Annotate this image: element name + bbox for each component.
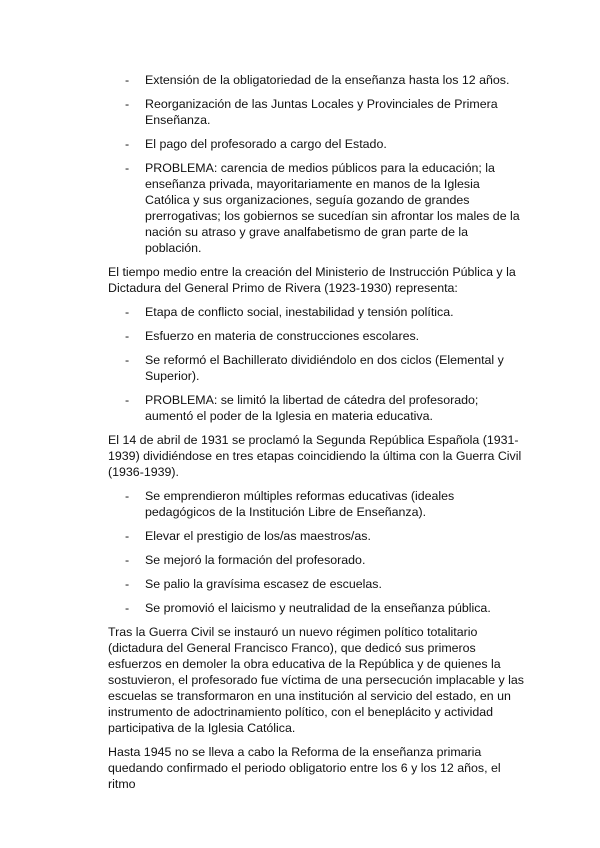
- list-item-text: Etapa de conflicto social, inestabilidad y tensión política.: [145, 305, 454, 319]
- bullet-dash: -: [125, 161, 130, 175]
- bullet-dash: -: [125, 305, 130, 319]
- list-item-text: Se emprendieron múltiples reformas educativas (ideales pedagógicos de la Institución Libre de Enseñanza).: [145, 489, 455, 519]
- bullet-dash: -: [125, 97, 130, 111]
- bullet-dash: -: [125, 601, 130, 615]
- bullet-dash: -: [125, 353, 130, 367]
- paragraph-guerra-civil: Tras la Guerra Civil se instauró un nuevo régimen político totalitario (dictadura del General Francisco Franco), que dedicó sus primeros esfuerzos en demoler la obra educativa de la República y de quienes la sostuvieron, el profesorado fue víctima de una persecución implacable y las escuelas se transformaron en una institución al servicio del estado, en un instrumento de adoctrinamiento político, con el beneplácito y actividad participativa de la Iglesia Católica.: [108, 625, 524, 735]
- list-item-text: Extensión de la obligatoriedad de la enseñanza hasta los 12 años.: [145, 73, 510, 87]
- document-body: [108, 72, 526, 800]
- list-item-text: Se mejoró la formación del profesorado.: [145, 553, 366, 567]
- bullet-dash: -: [125, 553, 130, 567]
- list-item: [108, 304, 526, 320]
- bullet-dash: -: [125, 329, 130, 343]
- list-item-text: PROBLEMA: se limitó la libertad de cátedra del profesorado; aumentó el poder de la Iglesia en materia educativa.: [145, 393, 479, 423]
- bullet-list-1: [108, 72, 526, 256]
- bullet-dash: -: [125, 73, 130, 87]
- list-item: [108, 576, 526, 592]
- bullet-dash: -: [125, 393, 130, 407]
- list-item: [108, 392, 526, 424]
- list-item-text: Se promovió el laicismo y neutralidad de la enseñanza pública.: [145, 601, 491, 615]
- bullet-dash: -: [125, 529, 130, 543]
- list-item-text: PROBLEMA: carencia de medios públicos para la educación; la enseñanza privada, mayoritariamente en manos de la Iglesia Católica y sus organizaciones, seguía gozando de grandes prerrogativas; los gobiernos se sucedían sin afrontar los males de la nación su atraso y grave analfabetismo de gran parte de la población.: [145, 161, 520, 255]
- list-item: [108, 136, 526, 152]
- bullet-dash: -: [125, 577, 130, 591]
- list-item-text: Reorganización de las Juntas Locales y Provinciales de Primera Enseñanza.: [145, 97, 498, 127]
- list-item: [108, 72, 526, 88]
- bullet-dash: -: [125, 137, 130, 151]
- paragraph-reforma-1945: Hasta 1945 no se lleva a cabo la Reforma de la enseñanza primaria quedando confirmado el periodo obligatorio entre los 6 y los 12 años, el ritmo: [108, 745, 501, 791]
- list-item: [108, 528, 526, 544]
- paragraph-segunda-republica: El 14 de abril de 1931 se proclamó la Segunda República Española (1931-1939) dividiéndose en tres etapas coincidiendo la última con la Guerra Civil (1936-1939).: [108, 433, 522, 479]
- list-item: [108, 96, 526, 128]
- list-item-text: Esfuerzo en materia de construcciones escolares.: [145, 329, 420, 343]
- bullet-dash: -: [125, 489, 130, 503]
- list-item-text: El pago del profesorado a cargo del Estado.: [145, 137, 387, 151]
- list-item-text: Elevar el prestigio de los/as maestros/as.: [145, 529, 371, 543]
- list-item: [108, 600, 526, 616]
- list-item: [108, 328, 526, 344]
- bullet-list-2: [108, 304, 526, 424]
- bullet-list-3: [108, 488, 526, 616]
- list-item: [108, 160, 526, 256]
- paragraph-primo-de-rivera: El tiempo medio entre la creación del Ministerio de Instrucción Pública y la Dictadura del General Primo de Rivera (1923-1930) representa:: [108, 265, 516, 295]
- list-item: [108, 352, 526, 384]
- list-item-text: Se palio la gravísima escasez de escuelas.: [145, 577, 382, 591]
- list-item: [108, 552, 526, 568]
- list-item-text: Se reformó el Bachillerato dividiéndolo en dos ciclos (Elemental y Superior).: [145, 353, 504, 383]
- list-item: [108, 488, 526, 520]
